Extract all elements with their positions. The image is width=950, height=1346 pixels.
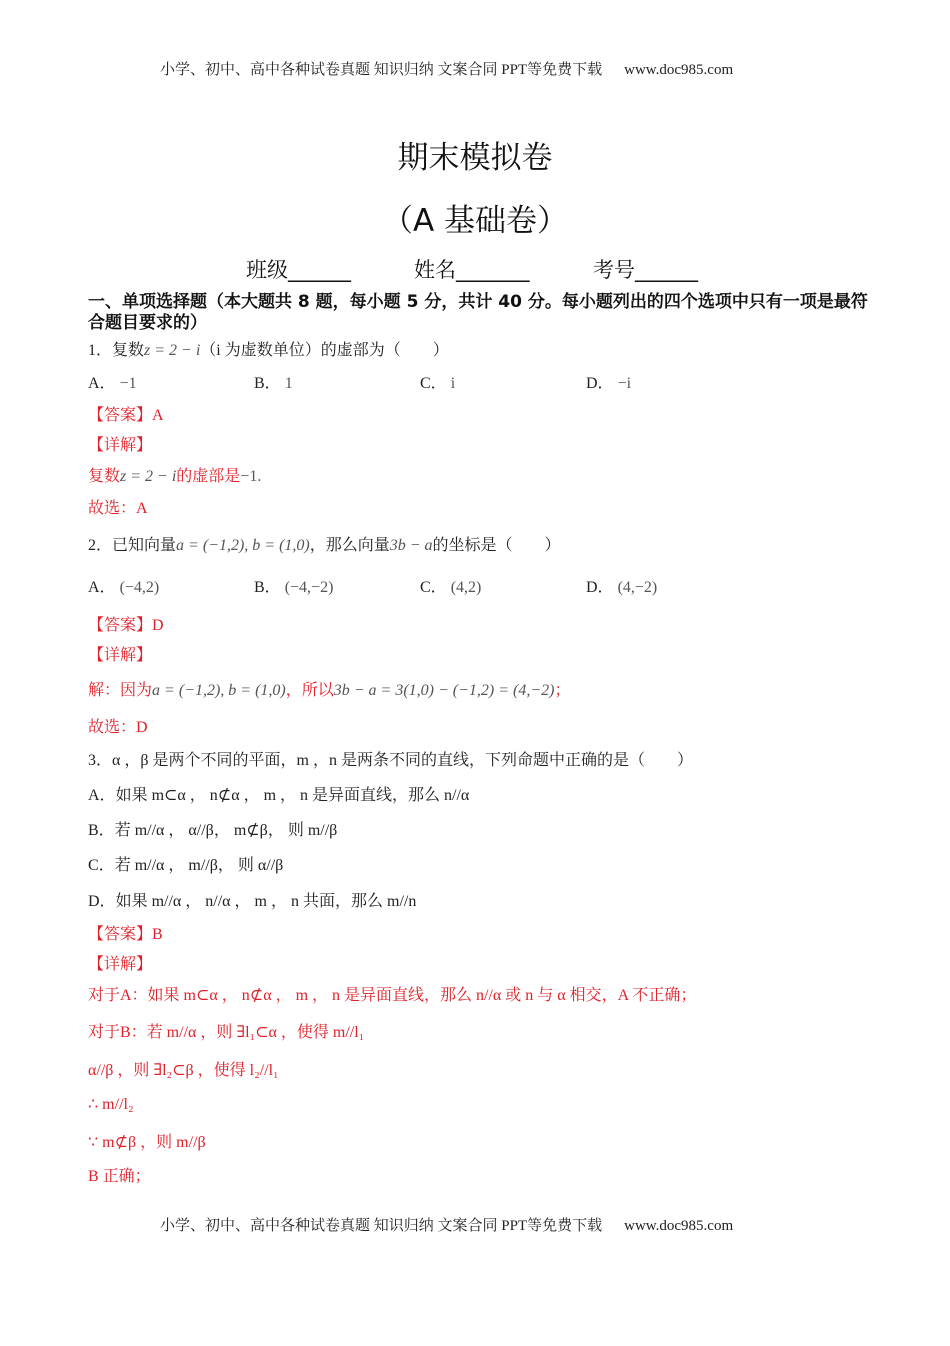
question-1-stem: 1．复数z = 2 − i（i 为虚数单位）的虚部为（ ） bbox=[88, 342, 449, 359]
question-3-detail-line: α//β ，则 ∃l₂⊂β ，使得 l₂//l₁ bbox=[88, 1062, 279, 1079]
question-3-detail-line: ∵ m⊄β ，则 m//β bbox=[88, 1134, 206, 1151]
page-footer bbox=[160, 1214, 733, 1235]
question-3-option-c: C．若 m//α ， m//β， 则 α//β bbox=[88, 857, 284, 874]
question-2-option-a: A． (−4,2) bbox=[88, 579, 160, 596]
question-1-option-b: B． 1 bbox=[254, 375, 293, 392]
question-3-stem: 3．α ，β 是两个不同的平面，m ，n 是两条不同的直线，下列命题中正确的是（ ） bbox=[88, 752, 693, 769]
id-field: 考号______ bbox=[593, 258, 698, 282]
question-3-option-b: B．若 m//α ， α//β， m⊄β， 则 m//β bbox=[88, 822, 338, 839]
question-1-detail: 复数z = 2 − i的虚部是−1. bbox=[88, 468, 262, 485]
header-url[interactable]: www.doc985.com bbox=[624, 62, 734, 78]
question-3-detail-line: 对于A：如果 m⊂α ， n⊄α ， m ， n 是异面直线，那么 n//α 或 n 与 α 相交，A 不正确； bbox=[88, 987, 697, 1004]
question-3-detail-line: ∴ m//l₂ bbox=[88, 1096, 134, 1113]
footer-url[interactable]: www.doc985.com bbox=[624, 1218, 734, 1234]
question-3-detail-line: 对于B：若 m//α ，则 ∃l₁⊂α ，使得 m//l₁ bbox=[88, 1024, 365, 1041]
question-1-detail-label: 【详解】 bbox=[88, 437, 153, 454]
question-1-option-c: C． i bbox=[420, 375, 456, 392]
question-2-option-c: C． (4,2) bbox=[420, 579, 482, 596]
doc-title: 期末模拟卷 bbox=[397, 140, 553, 176]
page-header bbox=[160, 58, 733, 79]
question-2-detail: 解：因为a = (−1,2), b = (1,0)，所以3b − a = 3(1,0) − (−1,2) = (4,−2)； bbox=[88, 682, 571, 699]
question-3-detail-label: 【详解】 bbox=[88, 956, 153, 973]
section-heading: 一、单项选择题（本大题共 8 题，每小题 5 分，共计 40 分。每小题列出的四个选项中只有一项是最符合题目要求的） bbox=[88, 292, 868, 333]
question-2-stem: 2．已知向量a = (−1,2), b = (1,0)，那么向量3b − a的坐标是（ ） bbox=[88, 537, 561, 554]
name-field: 姓名_______ bbox=[414, 258, 530, 282]
question-1-choose: 故选：A bbox=[88, 500, 148, 517]
class-field: 班级______ bbox=[246, 258, 351, 282]
question-3-detail-line: B 正确； bbox=[88, 1168, 151, 1185]
question-1-option-a: A． −1 bbox=[88, 375, 137, 392]
question-3-option-a: A．如果 m⊂α ， n⊄α ， m ， n 是异面直线，那么 n//α bbox=[88, 787, 470, 804]
question-2-detail-label: 【详解】 bbox=[88, 647, 153, 664]
question-1-answer: 【答案】A bbox=[88, 407, 164, 424]
doc-subtitle: （A 基础卷） bbox=[381, 203, 569, 239]
footer-text: 小学、初中、高中各种试卷真题 知识归纳 文案合同 PPT等免费下载 bbox=[160, 1218, 603, 1234]
question-2-option-b: B． (−4,−2) bbox=[254, 579, 334, 596]
question-2-choose: 故选：D bbox=[88, 719, 148, 736]
question-2-answer: 【答案】D bbox=[88, 617, 164, 634]
question-2-option-d: D． (4,−2) bbox=[586, 579, 658, 596]
question-3-option-d: D．如果 m//α ， n//α ， m ， n 共面，那么 m//n bbox=[88, 893, 417, 910]
header-text: 小学、初中、高中各种试卷真题 知识归纳 文案合同 PPT等免费下载 bbox=[160, 62, 603, 78]
question-3-answer: 【答案】B bbox=[88, 926, 163, 943]
question-1-option-d: D． −i bbox=[586, 375, 632, 392]
